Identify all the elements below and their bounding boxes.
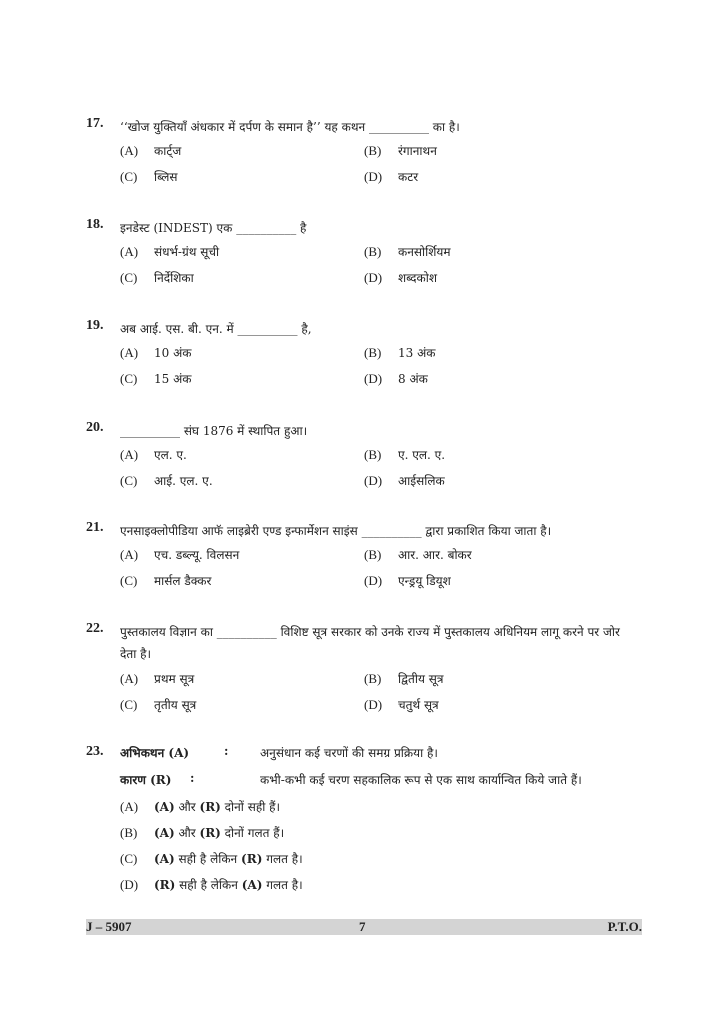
option-b: (B) (A) और (R) दोनों गलत हैं। [120, 825, 285, 840]
option-c: (C) आई. एल. ए. [120, 473, 213, 488]
option-a: (A) (A) और (R) दोनों सही हैं। [120, 799, 281, 814]
question-text: अब आई. एस. बी. एन. में __________ है, [120, 322, 312, 336]
option-c: (C) ब्लिस [120, 169, 178, 184]
option-a: (A) एल. ए. [120, 447, 187, 462]
question-number: 23. [86, 744, 104, 759]
option-d: (D) 8 अंक [364, 371, 428, 386]
option-d: (D) आईसलिक [364, 473, 445, 488]
assertion-text: अनुसंधान कई चरणों की समग्र प्रक्रिया है। [260, 746, 438, 760]
option-d: (D) (R) सही है लेकिन (A) गलत है। [120, 877, 303, 892]
option-c: (C) निर्देशिका [120, 270, 194, 285]
option-a: (A) कार्ट्ज [120, 143, 182, 158]
question-text: पुस्तकालय विज्ञान का __________ विशिष्ट सूत्र सरकार को उनके राज्य में पुस्तकालय अधिनियम लागू करने पर जोर देता है। [120, 625, 620, 661]
paper-code: J – 5907 [86, 919, 132, 934]
option-d: (D) शब्दकोश [364, 270, 438, 285]
option-b: (B) ए. एल. ए. [364, 447, 446, 462]
reason-colon: : [190, 771, 195, 785]
option-a: (A) 10 अंक [120, 345, 192, 360]
reason-text: कभी-कभी कई चरण सहकालिक रूप से एक साथ कार्यान्वित किये जाते हैं। [260, 773, 582, 787]
option-d: (D) चतुर्थ सूत्र [364, 697, 439, 712]
assertion-label: अभिकथन (A) [120, 746, 190, 760]
option-a: (A) एच. डब्ल्यू. विलसन [120, 547, 240, 562]
assertion-colon: : [224, 744, 229, 758]
question-number: 21. [86, 520, 104, 535]
question-number: 17. [86, 116, 104, 131]
page-number: 7 [359, 919, 366, 934]
option-b: (B) रंगानाथन [364, 143, 437, 158]
question-number: 22. [86, 621, 104, 636]
question-text: एनसाइक्लोपीडिया आफॅ लाइब्रेरी एण्ड इन्फार्मेशन साइंस __________ द्वारा प्रकाशित किया जाता है। [120, 524, 552, 538]
page-footer [86, 919, 642, 935]
question-number: 18. [86, 217, 104, 232]
option-b: (B) 13 अंक [364, 345, 436, 360]
question-text: __________ संघ 1876 में स्थापित हुआ। [120, 424, 308, 438]
option-a: (A) संधर्भ-ग्रंथ सूची [120, 244, 220, 259]
question-number: 19. [86, 318, 104, 333]
option-b: (B) आर. आर. बोकर [364, 547, 472, 562]
option-c: (C) 15 अंक [120, 371, 192, 386]
option-c: (C) (A) सही है लेकिन (R) गलत है। [120, 851, 303, 866]
pto-label: P.T.O. [607, 919, 642, 934]
option-d: (D) एन्ड्रयू डियूश [364, 573, 451, 588]
reason-label: कारण (R) [120, 773, 172, 787]
question-number: 20. [86, 420, 104, 435]
option-b: (B) कनसोर्शियम [364, 244, 451, 259]
option-b: (B) द्वितीय सूत्र [364, 671, 444, 686]
option-c: (C) तृतीय सूत्र [120, 697, 197, 712]
question-text: इनडेस्ट (INDEST) एक __________ है [120, 221, 307, 235]
option-c: (C) मार्सल डैक्कर [120, 573, 212, 588]
option-a: (A) प्रथम सूत्र [120, 671, 195, 686]
option-d: (D) कटर [364, 169, 419, 184]
question-text: ‘‘खोज युक्तियाँ अंधकार में दर्पण के समान है’’ यह कथन __________ का है। [120, 120, 460, 134]
